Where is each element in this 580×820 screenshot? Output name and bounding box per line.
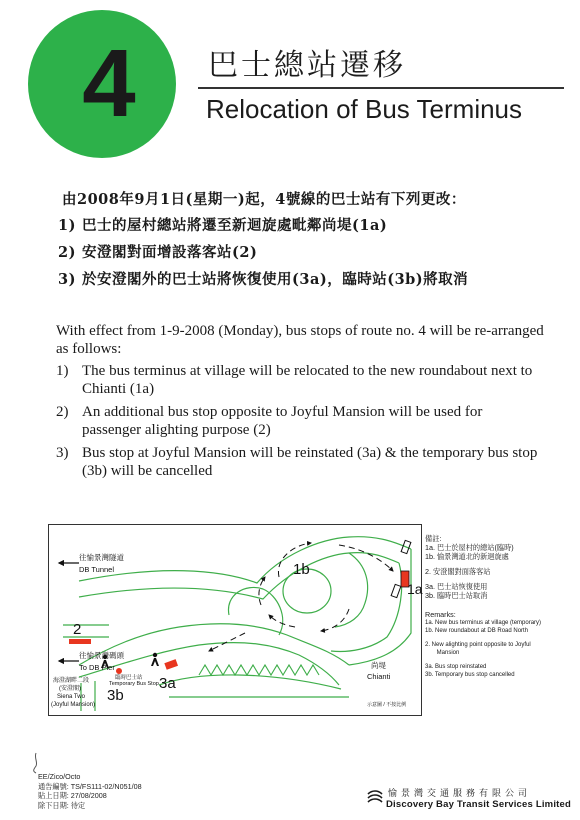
map-label-chianti-en: Chianti xyxy=(367,672,391,681)
legend-en-3b: 3b. Temporary bus stop cancelled xyxy=(425,672,515,678)
footer-notice-no: 通告編號: TS/FS111-02/N051/08 xyxy=(38,781,142,791)
map-label-siena-zh-2: (安澄閣) xyxy=(59,686,81,692)
notice-en-item xyxy=(56,362,556,398)
notice-zh-item xyxy=(58,214,387,235)
title-divider xyxy=(198,87,564,89)
route-number: 4 xyxy=(82,30,136,137)
legend-en-1b: 1b. New roundabout at DB Road North xyxy=(425,628,529,634)
company-name-en: Discovery Bay Transit Services Limited xyxy=(386,799,572,810)
item-text: Bus stop at Joyful Mansion will be reinstated (3a) & the temporary bus stop (3b) will be cancelled xyxy=(82,445,538,479)
map-label-scale: 示意圖 / 不按比例 xyxy=(367,702,407,708)
bus-stop-box xyxy=(391,584,401,597)
map-label-siena-zh: 海澄湖畔二段 xyxy=(53,678,90,684)
map-label-chianti-zh: 尚堤 xyxy=(371,661,386,670)
legend-zh-1a: 1a. 巴士於屋村的總站(臨時) xyxy=(425,543,514,552)
legend-en-1a: 1a. New bus terminus at village (temporary) xyxy=(425,620,542,626)
legend-zh-3a: 3a. 巴士站恢復使用 xyxy=(425,582,488,591)
map-label-2: 2 xyxy=(73,621,82,638)
bus-stop-3a-marker xyxy=(164,659,178,670)
map-label-pier-zh: 往愉景灣碼頭 xyxy=(79,651,124,660)
map-label-tunnel-en: DB Tunnel xyxy=(79,565,115,574)
map-label-1a: 1a xyxy=(407,581,423,597)
map-label-1b: 1b xyxy=(293,561,310,578)
map-label-pier-en: To DB Pier xyxy=(79,663,115,672)
building-row xyxy=(199,665,319,675)
legend-en-2: 2. New alighting point opposite to Joyful xyxy=(425,642,531,648)
map-label-3a: 3a xyxy=(159,675,176,692)
notice-zh-item xyxy=(58,268,468,289)
item-number: 2) xyxy=(56,404,69,420)
map-label-siena-en: Siena Two xyxy=(57,694,85,700)
footer-remove-date: 除下日期: 待定 xyxy=(38,800,86,810)
notice-zh-lead: 由2008年9月1日(星期一)起，4號線的巴士站有下列更改： xyxy=(62,191,466,208)
notice-en-item xyxy=(56,403,556,439)
item-number: 2) xyxy=(58,244,76,261)
legend-zh-2: 2. 安澄閣對面落客站 xyxy=(425,567,491,576)
notice-en-item xyxy=(56,444,556,480)
item-text: The bus terminus at village will be relocated to the new roundabout next to Chianti (1a) xyxy=(82,363,533,397)
footer-notice-info xyxy=(38,772,142,810)
page-title-en: Relocation of Bus Terminus xyxy=(206,94,523,124)
map-label-temp-zh: 臨時巴士站 xyxy=(115,675,143,681)
legend-en-title: Remarks: xyxy=(425,610,456,619)
map-label-temp-en: Temporary Bus Stop xyxy=(109,681,159,687)
legend-zh-1b: 1b. 愉景灣道北的新迴旋處 xyxy=(425,552,509,561)
bus-stop-2-marker xyxy=(69,639,91,644)
map-label-tunnel-zh: 往愉景灣隧道 xyxy=(79,553,124,562)
company-name xyxy=(386,786,571,810)
bus-stop-3b-marker xyxy=(116,668,122,674)
item-text: 巴士的屋村總站將遷至新迴旋處毗鄰尚堤(1a) xyxy=(82,217,388,234)
legend-en-3a: 3a. Bus stop reinstated xyxy=(425,664,487,670)
map-legend xyxy=(425,534,575,679)
company-logo-icon xyxy=(366,788,384,806)
legend-en-2-cont: Mansion xyxy=(425,650,460,656)
company-name-zh: 愉景灣交通服務有限公司 xyxy=(388,788,532,798)
page-title-zh: 巴士總站遷移 xyxy=(208,48,406,83)
footer-post-date: 貼上日期: 27/08/2008 xyxy=(38,791,107,800)
direction-arrows xyxy=(59,563,82,661)
item-text: 於安澄閣外的巴士站將恢復使用(3a)，臨時站(3b)將取消 xyxy=(82,271,469,288)
notice-zh-item xyxy=(58,241,257,262)
route-arrows xyxy=(209,543,393,651)
legend-zh-3b: 3b. 臨時巴士站取消 xyxy=(425,591,488,600)
legend-zh-title: 備註: xyxy=(425,534,442,543)
footer-mark-icon xyxy=(30,752,42,774)
item-text: An additional bus stop opposite to Joyful Mansion will be used for passenger alighting purpose (2) xyxy=(82,404,483,438)
notice-en-lead: With effect from 1-9-2008 (Monday), bus stops of route no. 4 will be re-arranged as follows: xyxy=(56,323,544,357)
footer-ref-code: EE/Zico/Octo xyxy=(38,772,81,781)
route-map xyxy=(48,524,422,716)
item-number: 1) xyxy=(56,363,69,379)
map-label-3b: 3b xyxy=(107,687,124,704)
item-text: 安澄閣對面增設落客站(2) xyxy=(82,244,258,261)
item-number: 3) xyxy=(56,445,69,461)
item-number: 1) xyxy=(58,217,76,234)
item-number: 3) xyxy=(58,271,76,288)
map-label-siena-en-2: (Joyful Mansion) xyxy=(51,702,96,708)
